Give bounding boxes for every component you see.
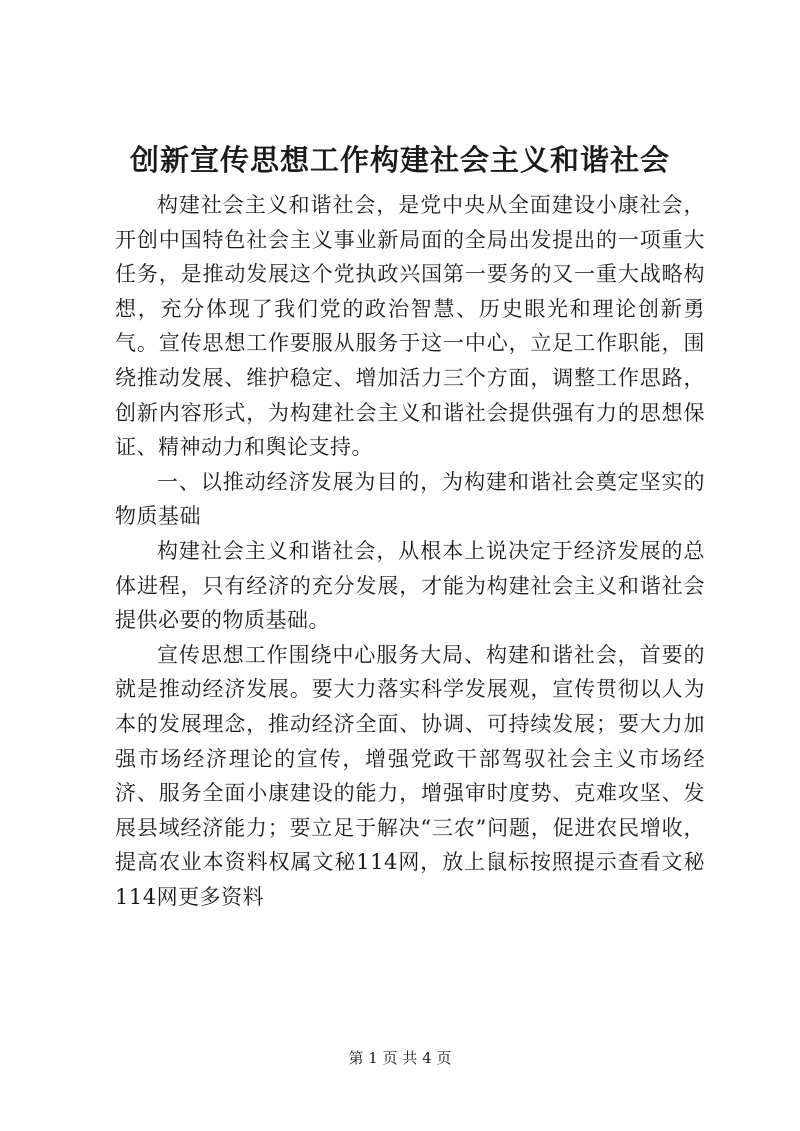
body-paragraph: 宣传思想工作围绕中心服务大局、构建和谐社会，首要的就是推动经济发展。要大力落实科学发展观，宣传贯彻以人为本的发展理念，推动经济全面、协调、可持续发展；要大力加强市场经济理论的宣传，增强党政干部驾驭社会主义市场经济、服务全面小康建设的能力，增强审时度势、克难攻坚、发展县域经济能力；要立足于解决“三农”问题，促进农民增收，提高农业本资料权属文秘114网，放上鼠标按照提示查看文秘114网更多资料	[115, 642, 705, 909]
section-heading: 一、以推动经济发展为目的，为构建和谐社会奠定坚实的物质基础	[115, 469, 705, 529]
body-paragraph: 构建社会主义和谐社会，是党中央从全面建设小康社会，开创中国特色社会主义事业新局面的全局出发提出的一项重大任务，是推动发展这个党执政兴国第一要务的又一重大战略构想，充分体现了我们党的政治智慧、历史眼光和理论创新勇气。宣传思想工作要服从服务于这一中心，立足工作职能，围绕推动发展、维护稳定、增加活力三个方面，调整工作思路，创新内容形式，为构建社会主义和谐社会提供强有力的思想保证、精神动力和舆论支持。	[115, 193, 705, 460]
document-title: 创新宣传思想工作构建社会主义和谐社会	[129, 143, 670, 177]
document-body	[115, 188, 705, 914]
body-paragraph: 构建社会主义和谐社会，从根本上说决定于经济发展的总体进程，只有经济的充分发展，才能为构建社会主义和谐社会提供必要的物质基础。	[115, 538, 705, 633]
page-footer: 第 1 页 共 4 页	[348, 1049, 452, 1067]
